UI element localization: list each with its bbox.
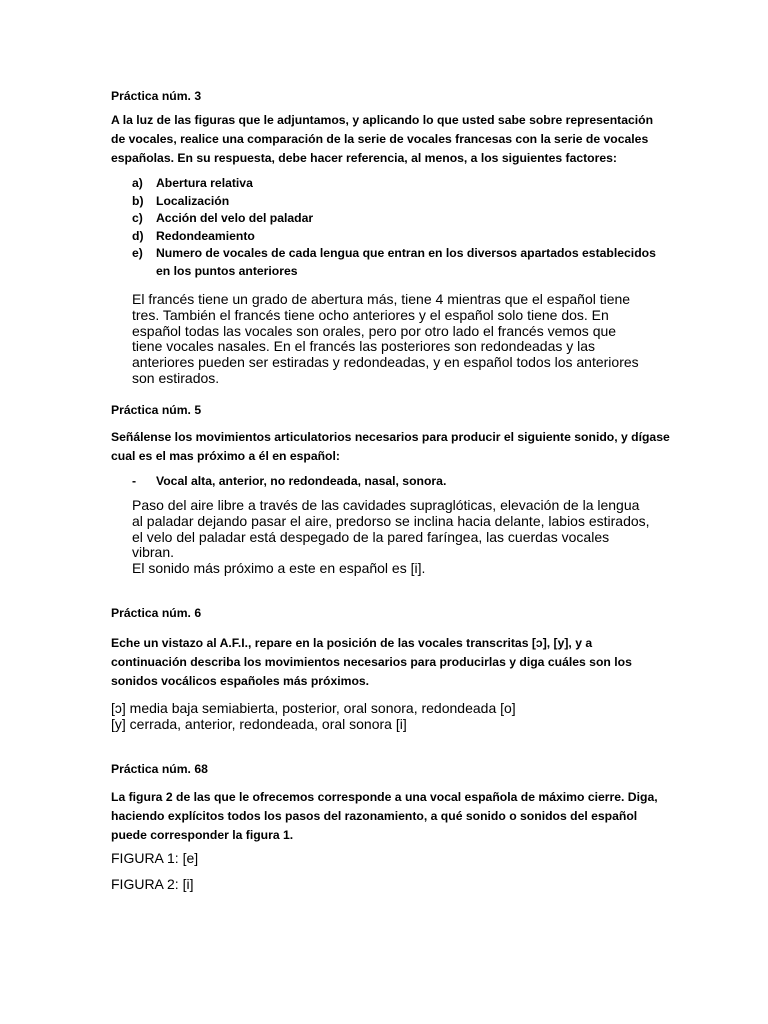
list-item-text-continued: en los puntos anteriores	[156, 263, 298, 278]
answer-3-line: tres. También el francés tiene ocho anteriores y el español solo tiene dos. En	[132, 306, 609, 323]
list-marker: b)	[132, 193, 144, 208]
list-marker: d)	[132, 228, 144, 243]
list-marker: e)	[132, 246, 143, 260]
list-item	[132, 210, 692, 228]
answer-5-line: el velo del paladar está despegado de la pared faríngea, las cuerdas vocales	[132, 528, 610, 545]
figure-1-answer: FIGURA 1: [e]	[111, 850, 199, 866]
question-3-line: de vocales, realice una comparación de la serie de vocales francesas con la serie de vocales	[111, 132, 649, 146]
question-68-line: puede corresponder la figura 1.	[111, 828, 294, 842]
section-heading-6: Práctica núm. 6	[111, 606, 202, 620]
answer-5	[132, 498, 692, 577]
question-68-line: haciendo explícitos todos los pasos del razonamiento, a qué sonido o sonidos del español	[111, 809, 638, 823]
list-item	[132, 228, 692, 246]
answer-3-line: El francés tiene un grado de abertura más, tiene 4 mientras que el español tiene	[132, 291, 631, 307]
list-item-text: Localización	[156, 193, 230, 208]
list-item	[132, 245, 692, 280]
sound-description-list	[132, 473, 692, 491]
question-5	[111, 428, 671, 466]
list-marker: -	[132, 474, 137, 488]
question-6-line: Eche un vistazo al A.F.I., repare en la posición de las vocales transcritas [ɔ], [y], y a	[111, 636, 593, 650]
question-3	[111, 111, 671, 168]
list-marker: a)	[132, 176, 143, 190]
list-item-text: Numero de vocales de cada lengua que entran en los diversos apartados establecidos	[156, 246, 656, 260]
list-item	[132, 175, 692, 193]
answer-5-line: Paso del aire libre a través de las cavidades supraglóticas, elevación de la lengua	[132, 497, 640, 513]
section-heading-3: Práctica núm. 3	[111, 89, 202, 103]
answer-6	[111, 701, 671, 733]
list-item-text: Abertura relativa	[156, 176, 253, 190]
factor-list	[132, 175, 692, 280]
answer-5-line: vibran.	[132, 544, 175, 561]
list-item	[132, 193, 692, 211]
answer-3-line: español todas las vocales son orales, pero por otro lado el francés vemos que	[132, 322, 617, 339]
question-5-line: Señálense los movimientos articulatorios necesarios para producir el siguiente sonido, y dígase	[111, 430, 670, 444]
answer-3-line: son estirados.	[132, 369, 220, 386]
question-5-line: cual es el mas próximo a él en español:	[111, 449, 340, 463]
section-heading-68: Práctica núm. 68	[111, 762, 208, 776]
answer-3-line: tiene vocales nasales. En el francés las posteriores son redondeadas y las	[132, 338, 596, 355]
list-item-text: Redondeamiento	[156, 228, 255, 243]
answer-5-line: al paladar dejando pasar el aire, predorso se inclina hacia delante, labios estirados,	[132, 512, 650, 529]
question-6-line: sonidos vocálicos españoles más próximos.	[111, 674, 370, 688]
question-68-line: La figura 2 de las que le ofrecemos corresponde a una vocal española de máximo cierre. Diga,	[111, 790, 658, 804]
list-item-text: Vocal alta, anterior, no redondeada, nasal, sonora.	[156, 474, 447, 488]
question-6	[111, 634, 671, 691]
list-marker: c)	[132, 211, 143, 225]
answer-3-line: anteriores pueden ser estiradas y redondeadas, y en español todos los anteriores	[132, 354, 639, 371]
answer-6-line: [y] cerrada, anterior, redondeada, oral sonora [i]	[111, 715, 407, 732]
answer-6-line: [ɔ] media baja semiabierta, posterior, oral sonora, redondeada [o]	[111, 700, 516, 716]
answer-5-line: El sonido más próximo a este en español es [i].	[132, 560, 426, 577]
question-3-line: españolas. En su respuesta, debe hacer referencia, al menos, a los siguientes factores:	[111, 151, 617, 165]
question-6-line: continuación describa los movimientos necesarios para producirlas y diga cuáles son los	[111, 655, 632, 669]
list-item-text: Acción del velo del paladar	[156, 211, 314, 225]
question-68	[111, 788, 671, 845]
answer-3	[132, 292, 692, 387]
figure-2-answer: FIGURA 2: [i]	[111, 876, 194, 892]
question-3-line: A la luz de las figuras que le adjuntamos, y aplicando lo que usted sabe sobre representación	[111, 113, 654, 127]
section-heading-5: Práctica núm. 5	[111, 403, 202, 417]
list-item	[132, 473, 692, 491]
